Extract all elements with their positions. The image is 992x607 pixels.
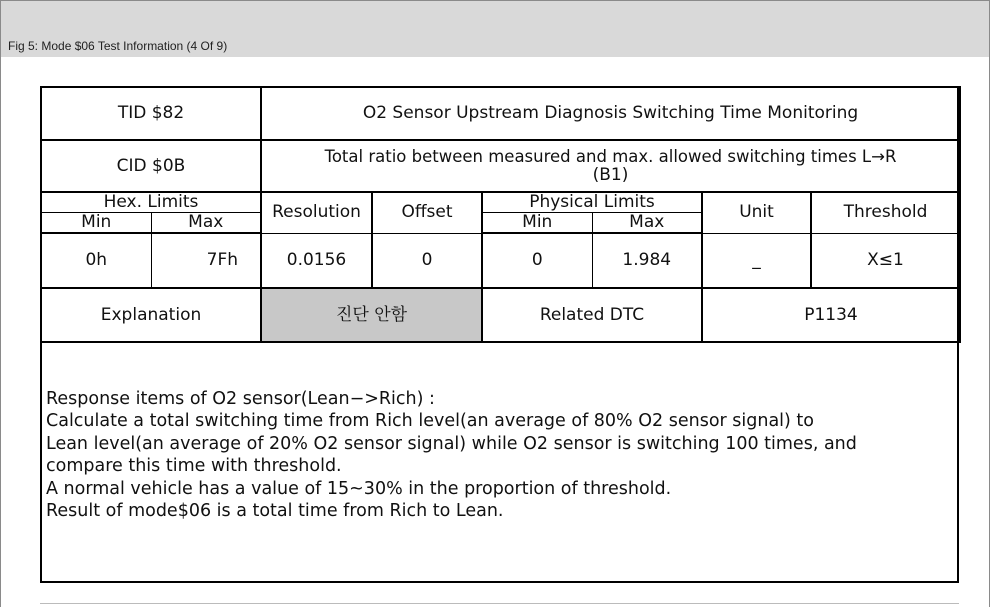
explanation-line: Response items of O2 sensor(Lean−>Rich) : (46, 389, 435, 409)
explanation-line: compare this time with threshold. (46, 456, 342, 477)
cid-description-line2: (B1) (592, 165, 629, 185)
phys-max-header: Max (592, 213, 702, 234)
related-dtc-value: P1134 (702, 288, 960, 342)
threshold-header: Threshold (811, 192, 960, 233)
offset-header: Offset (372, 192, 482, 233)
hex-max-value: 7Fh (151, 233, 261, 288)
phys-max-value: 1.984 (592, 233, 702, 288)
offset-value: 0 (372, 233, 482, 288)
cid-description-line1: Total ratio between measured and max. allowed switching times L→R (324, 147, 897, 166)
unit-header: Unit (702, 192, 811, 233)
explanation-box (42, 350, 957, 581)
physical-limits-header: Physical Limits (482, 192, 702, 213)
tid-label: TID $82 (41, 87, 261, 140)
cid-label: CID $0B (41, 140, 261, 192)
threshold-value: X≤1 (811, 233, 960, 288)
page-divider (40, 603, 959, 604)
hex-max-header: Max (151, 213, 261, 234)
explanation-line: A normal vehicle has a value of 15~30% in the proportion of threshold. (46, 478, 672, 499)
resolution-value: 0.0156 (261, 233, 372, 288)
tid-description: O2 Sensor Upstream Diagnosis Switching Time Monitoring (261, 87, 960, 140)
explanation-label: Explanation (41, 288, 261, 342)
unit-value: _ (702, 233, 811, 288)
hex-min-value: 0h (41, 233, 151, 288)
resolution-header: Resolution (261, 192, 372, 233)
explanation-line: Calculate a total switching time from Rich level(an average of 80% O2 sensor signal) to (46, 411, 815, 432)
phys-min-header: Min (482, 213, 592, 234)
figure-caption: Fig 5: Mode $06 Test Information (4 Of 9) (8, 39, 228, 53)
explanation-line: Lean level(an average of 20% O2 sensor signal) while O2 sensor is switching 100 times, and (46, 433, 857, 454)
phys-min-value: 0 (482, 233, 592, 288)
explanation-line: Result of mode$06 is a total time from Rich to Lean. (46, 501, 504, 522)
hex-min-header: Min (41, 213, 151, 234)
explanation-text (46, 388, 857, 522)
explanation-value: 진단 안함 (261, 288, 482, 342)
related-dtc-label: Related DTC (482, 288, 702, 342)
hex-limits-header: Hex. Limits (41, 192, 261, 213)
